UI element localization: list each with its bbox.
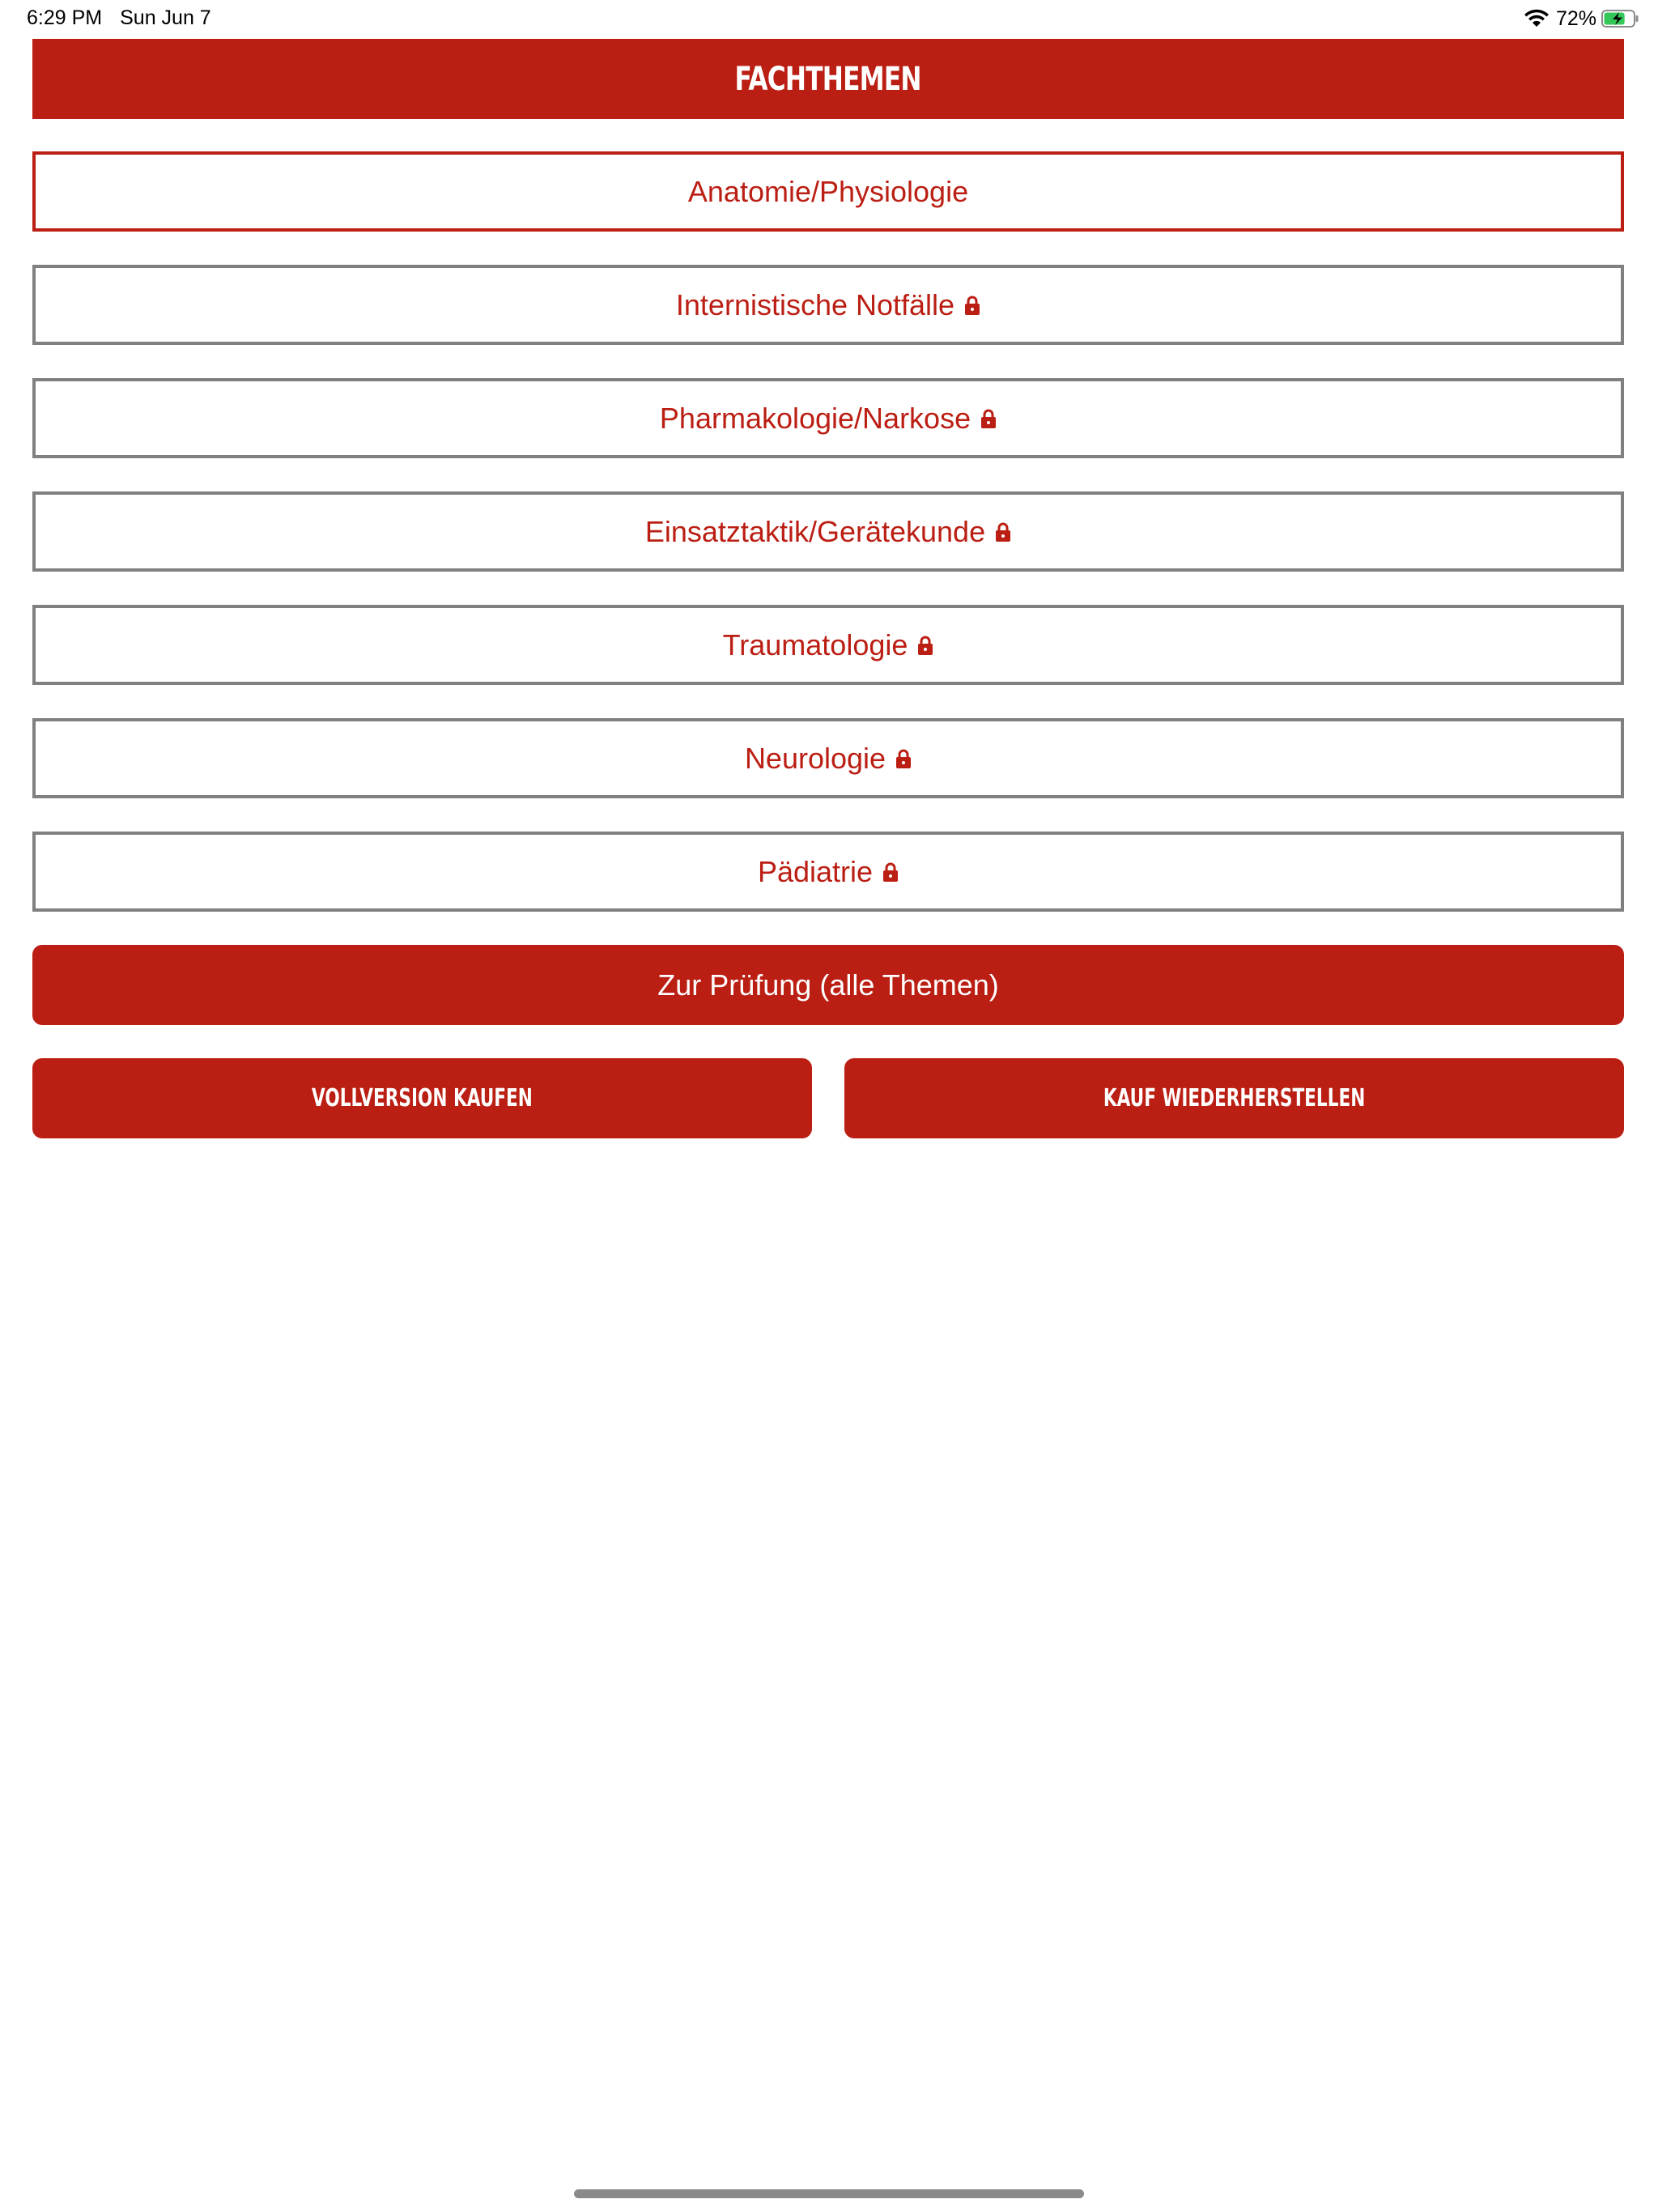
topic-button[interactable] <box>32 378 1624 458</box>
status-bar <box>0 0 1658 37</box>
topic-button[interactable] <box>32 832 1624 912</box>
topic-label: Internistische Notfälle <box>675 287 955 321</box>
topic-label: Einsatztaktik/Gerätekunde <box>644 514 986 548</box>
status-left <box>27 6 211 30</box>
topic-label: Traumatologie <box>722 627 908 661</box>
topic-button[interactable] <box>32 151 1624 232</box>
topic-button[interactable] <box>32 265 1624 345</box>
exam-all-topics-button[interactable] <box>32 945 1624 1025</box>
exam-button-label: Zur Prüfung (alle Themen) <box>657 968 999 1002</box>
lock-icon <box>882 861 899 883</box>
restore-purchase-button[interactable] <box>844 1058 1624 1138</box>
buy-full-version-button[interactable] <box>32 1058 812 1138</box>
lock-icon <box>917 635 933 656</box>
wifi-icon <box>1524 9 1550 28</box>
lock-icon <box>980 408 997 429</box>
status-time: 6:29 PM <box>27 6 103 29</box>
lock-icon <box>964 295 980 316</box>
topic-button[interactable] <box>32 605 1624 685</box>
topic-label: Pädiatrie <box>757 854 874 888</box>
topic-label: Neurologie <box>744 741 886 775</box>
status-right <box>1524 5 1639 32</box>
battery-icon <box>1601 10 1639 28</box>
topic-button[interactable] <box>32 491 1624 572</box>
status-date: Sun Jun 7 <box>120 6 211 29</box>
lock-icon <box>995 521 1011 542</box>
home-indicator <box>574 2189 1084 2198</box>
header-bar <box>32 39 1624 119</box>
lock-icon <box>895 748 912 769</box>
page-title: FACHTHEMEN <box>734 60 922 98</box>
topic-label: Anatomie/Physiologie <box>687 174 969 208</box>
restore-purchase-label: KAUF WIEDERHERSTELLEN <box>1103 1084 1366 1112</box>
topic-button[interactable] <box>32 718 1624 798</box>
buy-full-version-label: VOLLVERSION KAUFEN <box>312 1084 533 1112</box>
topic-label: Pharmakologie/Narkose <box>659 401 971 435</box>
battery-percent: 72% <box>1555 6 1596 30</box>
